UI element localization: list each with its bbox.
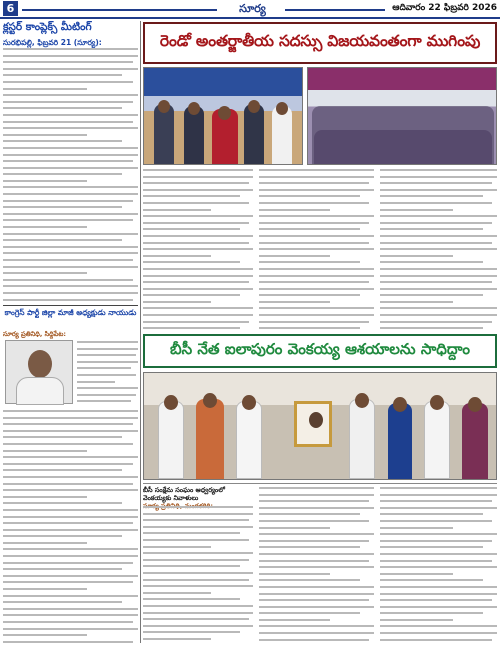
headline-banner — [143, 334, 497, 368]
portrait-frame — [294, 401, 332, 447]
person-head — [218, 106, 231, 120]
person-head — [158, 100, 170, 113]
event-photo-stage — [143, 67, 303, 165]
portrait-photo — [5, 340, 73, 404]
left-story-2-byline: సూర్య ప్రతినిధి, సిద్దిపేట: — [3, 330, 66, 338]
group-back-row — [312, 106, 494, 164]
story-3-subhead-text: బీసీ సంక్షేమ సంఘం ఆధ్వర్యంలో వెంకయ్యకు నివాళులు — [143, 486, 225, 502]
left-story-2-body — [77, 341, 138, 407]
person-figure — [236, 401, 262, 479]
event-photo-group — [307, 67, 497, 165]
banner-headline: బీసీ నేత ఐలాపురం వెంకయ్య ఆశయాలను సాధిద్దాం — [170, 340, 470, 358]
person-figure — [388, 403, 412, 479]
header-rule — [285, 9, 385, 11]
person-figure — [244, 104, 264, 164]
person-figure — [154, 104, 174, 164]
person-figure — [424, 401, 450, 479]
person-head — [276, 102, 288, 115]
divider — [3, 305, 138, 306]
person-figure — [462, 403, 488, 479]
issue-date: ఆదివారం 22 ఫిబ్రవరి 2026 — [392, 3, 497, 13]
banner-headline: రెండో అంతర్జాతీయ సదస్సు విజయవంతంగా ముగింపు — [159, 32, 481, 50]
person-head — [468, 397, 482, 412]
person-head — [188, 102, 200, 115]
header-rule — [22, 9, 217, 11]
portrait-shirt — [16, 377, 64, 405]
portrait-face — [28, 350, 52, 378]
left-story-2-headline: కాంగ్రెస్ పార్టీ జిల్లా మాజీ అధ్యక్షుడు నాయుడు — [4, 308, 137, 317]
divider — [143, 483, 497, 484]
person-head — [203, 393, 217, 408]
frame-face — [309, 412, 323, 428]
person-head — [393, 397, 407, 412]
stage-banner — [144, 68, 302, 96]
left-story-byline: సురభిపల్లి, ఫిబ్రవరి 21 (సూర్య): — [3, 38, 102, 47]
person-head — [242, 395, 256, 410]
headline-banner — [143, 22, 497, 64]
person-figure — [196, 399, 224, 479]
left-story-headline: క్లస్టర్ కాంప్లెక్స్ మీటింగ్ — [3, 21, 92, 33]
story-1-body — [259, 169, 374, 329]
person-figure — [349, 399, 375, 479]
person-figure — [158, 401, 184, 479]
page-header — [0, 0, 500, 19]
story-3-body — [259, 487, 374, 642]
masthead: సూర్య — [239, 2, 266, 15]
person-head — [164, 395, 178, 410]
person-head — [248, 100, 260, 113]
stage-banner — [308, 68, 496, 90]
story-1-body — [380, 169, 497, 329]
story-3-body — [380, 487, 497, 642]
story-1-body — [143, 169, 253, 329]
person-head — [430, 395, 444, 410]
tribute-photo — [143, 372, 497, 480]
left-story-2-body — [3, 410, 138, 643]
page-number: 6 — [3, 1, 18, 16]
person-head — [355, 393, 369, 408]
column-rule — [140, 21, 141, 643]
story-3-body — [143, 506, 253, 642]
left-story-body — [3, 48, 138, 303]
